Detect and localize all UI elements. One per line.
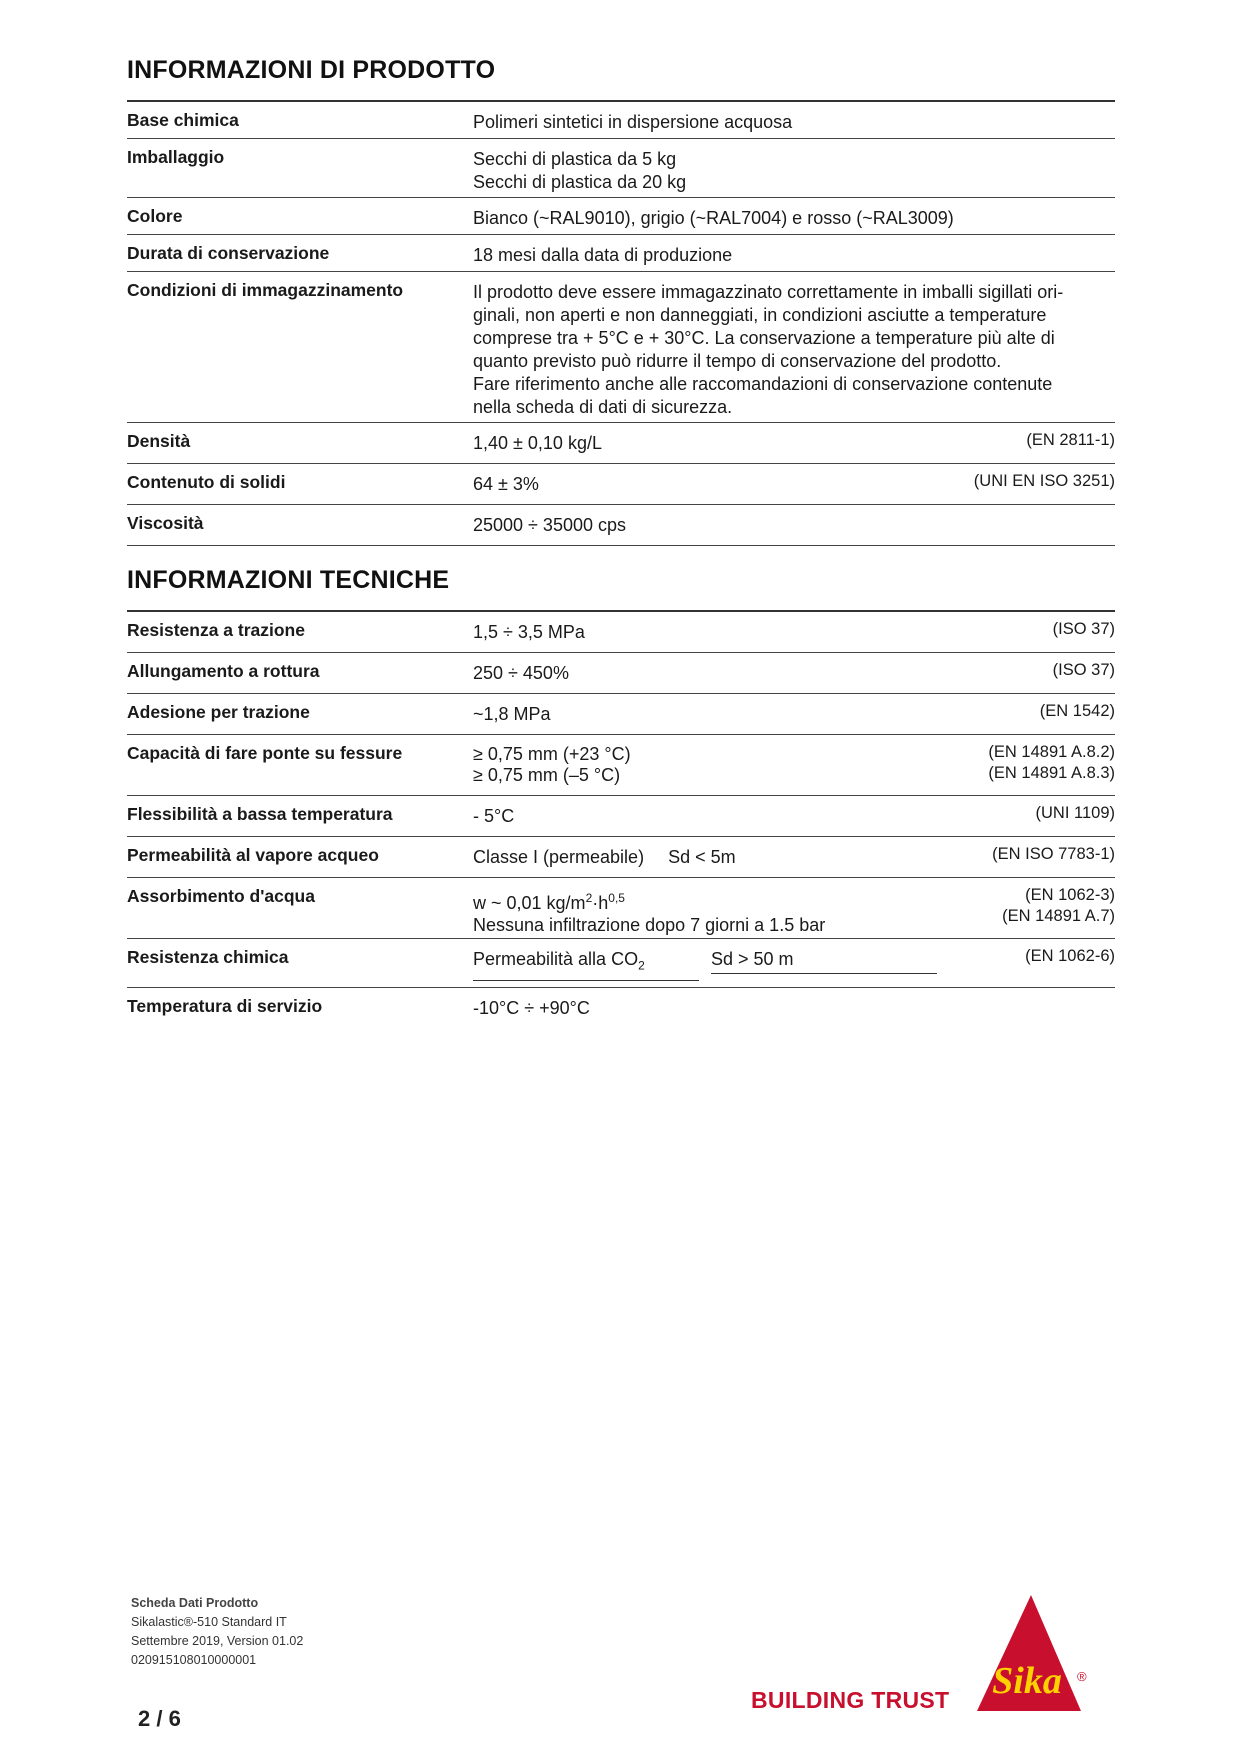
row-label: Temperatura di servizio [127, 996, 323, 1016]
row-value: 250 ÷ 450% [473, 663, 569, 683]
row-value: ≥ 0,75 mm (+23 °C) ≥ 0,75 mm (–5 °C) [473, 744, 631, 785]
row-label: Base chimica [127, 110, 239, 130]
row-reference: (EN 1062-3) (EN 14891 A.7) [1002, 886, 1115, 925]
section-title-product-info: INFORMAZIONI DI PRODOTTO [127, 56, 496, 84]
table-row [127, 653, 1115, 694]
table-row [127, 464, 1115, 505]
row-value: Secchi di plastica da 5 kg Secchi di plastica da 20 kg [473, 149, 687, 192]
row-value: - 5°C [473, 806, 515, 826]
row-value: Bianco (~RAL9010), grigio (~RAL7004) e rosso (~RAL3009) [473, 208, 954, 228]
table-row [127, 878, 1115, 939]
footer-doc-type: Scheda Dati Prodotto [131, 1596, 259, 1610]
row-reference: (ISO 37) [1052, 661, 1115, 679]
table-row [127, 735, 1115, 796]
table-row [127, 272, 1115, 423]
footer-product-name: Sikalastic®-510 Standard IT [131, 1615, 287, 1629]
row-value: -10°C ÷ +90°C [473, 998, 590, 1018]
row-value: ~1,8 MPa [473, 704, 551, 724]
table-row [127, 505, 1115, 546]
row-value: 64 ± 3% [473, 474, 539, 494]
product-info-table [127, 100, 1115, 546]
footer-date-version: Settembre 2019, Version 01.02 [131, 1634, 304, 1648]
row-label: Condizioni di immagazzinamento [127, 280, 404, 300]
row-label: Resistenza chimica [127, 947, 289, 967]
row-value: w ~ 0,01 $kg/m^2\cdot h^{0,5}$ Nessuna infiltrazione dopo 7 giorni a 1.5 bar [473, 891, 826, 935]
table-row [127, 423, 1115, 464]
table-row [127, 988, 1115, 1028]
row-label: Allungamento a rottura [127, 661, 320, 681]
sika-logo-icon [975, 1593, 1085, 1715]
row-value: Classe I (permeabile) Sd < 5m [473, 847, 736, 867]
row-reference: (EN ISO 7783-1) [992, 845, 1115, 863]
table-row [127, 837, 1115, 878]
row-label: Capacità di fare ponte su fessure [127, 743, 403, 763]
table-row [127, 102, 1115, 139]
svg-text:®: ® [1077, 1669, 1087, 1684]
row-label: Durata di conservazione [127, 243, 330, 263]
row-reference: (EN 1062-6) [1025, 947, 1115, 965]
row-label: Permeabilità al vapore acqueo [127, 845, 379, 865]
table-row [127, 796, 1115, 837]
row-value: 18 mesi dalla data di produzione [473, 245, 733, 265]
footer-info [131, 1594, 303, 1670]
table-row [127, 198, 1115, 235]
row-reference: (EN 2811-1) [1026, 431, 1115, 449]
row-value: Polimeri sintetici in dispersione acquosa [473, 112, 793, 132]
row-reference: (UNI EN ISO 3251) [973, 472, 1115, 490]
row-label: Viscosità [127, 513, 204, 533]
row-reference: (EN 1542) [1039, 702, 1115, 720]
table-row [127, 139, 1115, 198]
row-value: 1,40 ± 0,10 kg/L [473, 433, 602, 453]
row-label: Colore [127, 206, 183, 226]
row-reference: (UNI 1109) [1035, 804, 1115, 822]
row-reference: (EN 14891 A.8.2) (EN 14891 A.8.3) [988, 743, 1115, 782]
row-label: Contenuto di solidi [127, 472, 286, 492]
footer-doc-code: 020915108010000001 [131, 1653, 257, 1667]
table-row [127, 694, 1115, 735]
table-row [127, 939, 1115, 988]
row-label: Densità [127, 431, 191, 451]
building-trust-tagline: BUILDING TRUST [751, 1687, 950, 1713]
technical-info-table [127, 610, 1115, 1028]
svg-text:Sika: Sika [992, 1660, 1062, 1702]
row-label: Resistenza a trazione [127, 620, 305, 640]
section-title-technical-info: INFORMAZIONI TECNICHE [127, 566, 450, 594]
row-label: Flessibilità a bassa temperatura [127, 804, 393, 824]
row-label: Adesione per trazione [127, 702, 310, 722]
table-row [127, 235, 1115, 272]
row-reference: (ISO 37) [1052, 620, 1115, 638]
page-number: 2 / 6 [138, 1706, 181, 1731]
sika-logo [975, 1593, 1085, 1715]
row-label: Imballaggio [127, 147, 225, 167]
table-row [127, 612, 1115, 653]
row-value: Permeabilità alla $CO_2$ Sd > 50 m [473, 946, 1015, 982]
row-label: Assorbimento d'acqua [127, 886, 315, 906]
row-value: Il prodotto deve essere immagazzinato correttamente in imballi sigillati ori- ginali, non aperti e non danneggiati, in condizioni asciutte a temperature comprese tra + 5°C e + 30°C. La conservazione a temperature più alte di quanto previsto può ridurre il tempo di conservazione del prodotto. Fare riferimento anche alle raccomandazioni di conservazione contenute nella scheda di dati di sicurezza. [473, 282, 1064, 417]
row-value: 1,5 ÷ 3,5 MPa [473, 622, 585, 642]
row-value: 25000 ÷ 35000 cps [473, 515, 626, 535]
